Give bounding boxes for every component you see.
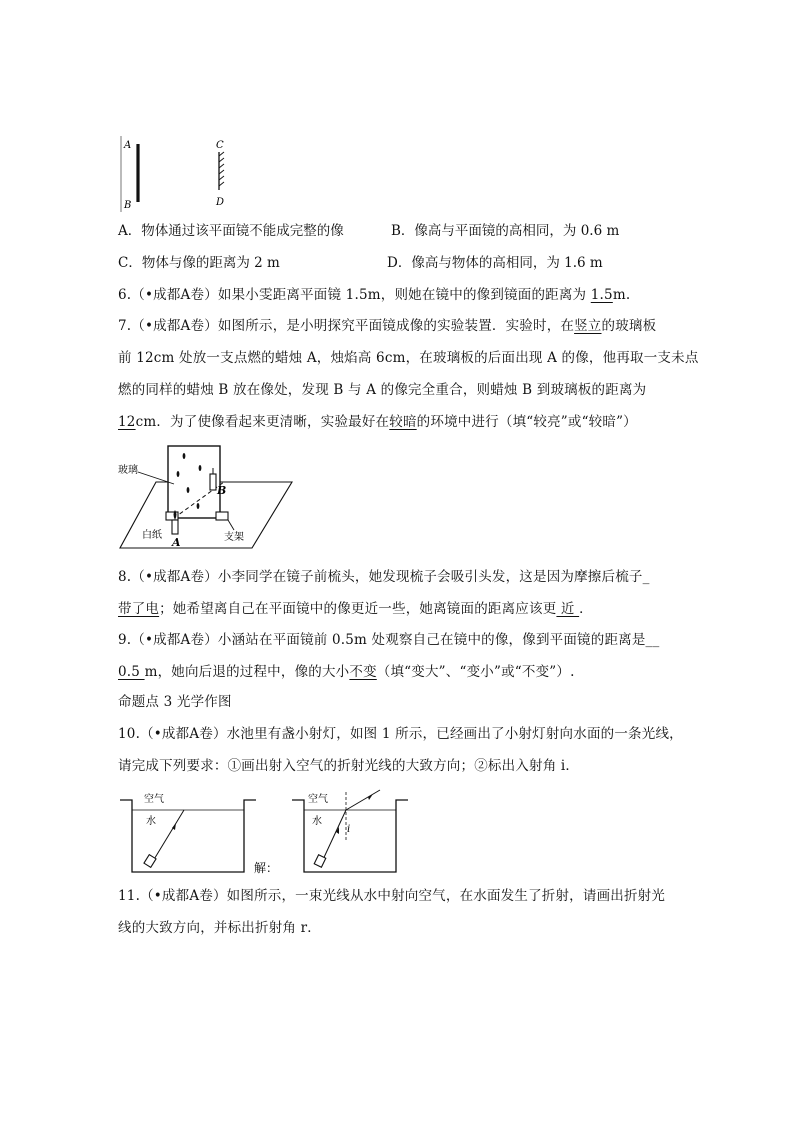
question-8-line-2: 带了电；她希望离自己在平面镜中的像更近一些，她离镜面的距离应该更 近 ． bbox=[118, 601, 593, 617]
label-d: D bbox=[216, 197, 225, 208]
answer-blank: 1.5 bbox=[590, 287, 613, 303]
label-candle-b: B bbox=[217, 484, 227, 497]
label-a: A bbox=[124, 140, 132, 151]
label-c: C bbox=[216, 140, 224, 151]
pool-1-air-label: 空气 bbox=[144, 794, 164, 805]
question-6: 6.（•成都A卷）如果小雯距离平面镜 1.5m，则她在镜中的像到镜面的距离为 1.5m. bbox=[118, 287, 631, 303]
label-b: B bbox=[124, 200, 132, 211]
label-glass: 玻璃 bbox=[118, 465, 138, 476]
option-d: D．像高与物体的高相同，为 1.6 m bbox=[387, 255, 603, 271]
pool-2-air-label: 空气 bbox=[308, 794, 328, 805]
answer-blank: 较暗 bbox=[389, 414, 417, 430]
answer-label: 解： bbox=[254, 861, 279, 875]
question-10-line-2: 请完成下列要求：①画出射入空气的折射光线的大致方向；②标出入射角 i． bbox=[118, 758, 580, 774]
answer-blank: 12 bbox=[118, 414, 136, 430]
question-7-line-2: 前 12cm 处放一支点燃的蜡烛 A，烛焰高 6cm，在玻璃板的后面出现 A 的像，他再取一支未点 bbox=[118, 350, 699, 366]
question-11-line-2: 线的大致方向，并标出折射角 r． bbox=[118, 920, 321, 936]
pool-figure bbox=[118, 788, 418, 878]
answer-blank: 0.5 bbox=[118, 664, 145, 680]
question-8-line-1: 8.（•成都A卷）小李同学在镜子前梳头，她发现梳子会吸引头发，这是因为摩擦后梳子_ bbox=[118, 569, 650, 585]
label-paper: 白纸 bbox=[142, 530, 162, 541]
option-b: B．像高与平面镜的高相同，为 0.6 m bbox=[391, 223, 620, 239]
option-c: C．物体与像的距离为 2 m bbox=[118, 255, 280, 271]
section-heading: 命题点 3 光学作图 bbox=[118, 694, 232, 710]
pool-2-water-label: 水 bbox=[312, 816, 322, 827]
question-11-line-1: 11.（•成都A卷）如图所示，一束光线从水中射向空气，在水面发生了折射，请画出折射光 bbox=[118, 888, 666, 904]
answer-blank: 带了电 bbox=[118, 601, 160, 617]
question-9-line-2: 0.5 m，她向后退的过程中，像的大小不变（填“变大”、“变小”或“不变”）. bbox=[118, 664, 575, 680]
answer-blank: 近 bbox=[556, 601, 580, 617]
answer-blank: 不变 bbox=[349, 664, 377, 680]
glass-plate-figure bbox=[116, 440, 296, 552]
question-10-line-1: 10.（•成都A卷）水池里有盏小射灯，如图 1 所示，已经画出了小射灯射向水面的一条光线， bbox=[118, 726, 683, 742]
question-7-line-3: 燃的同样的蜡烛 B 放在像处，发现 B 与 A 的像完全重合，则蜡烛 B 到玻璃板的距离为 bbox=[118, 382, 647, 398]
answer-blank: 竖立 bbox=[574, 318, 602, 334]
question-7-line-4: 12cm．为了使像看起来更清晰，实验最好在较暗的环境中进行（填“较亮”或“较暗”） bbox=[118, 414, 637, 430]
question-9-line-1: 9.（•成都A卷）小涵站在平面镜前 0.5m 处观察自己在镜中的像，像到平面镜的距离是__ bbox=[118, 632, 660, 648]
label-stand: 支架 bbox=[224, 532, 244, 543]
incidence-angle-label: i bbox=[347, 824, 351, 835]
pool-1-water-label: 水 bbox=[146, 816, 156, 827]
mirror-figure bbox=[118, 134, 238, 214]
option-a: A．物体通过该平面镜不能成完整的像 bbox=[118, 223, 344, 239]
question-7-line-1: 7.（•成都A卷）如图所示，是小明探究平面镜成像的实验装置．实验时，在竖立的玻璃板 bbox=[118, 318, 657, 334]
label-candle-a: A bbox=[172, 536, 181, 549]
